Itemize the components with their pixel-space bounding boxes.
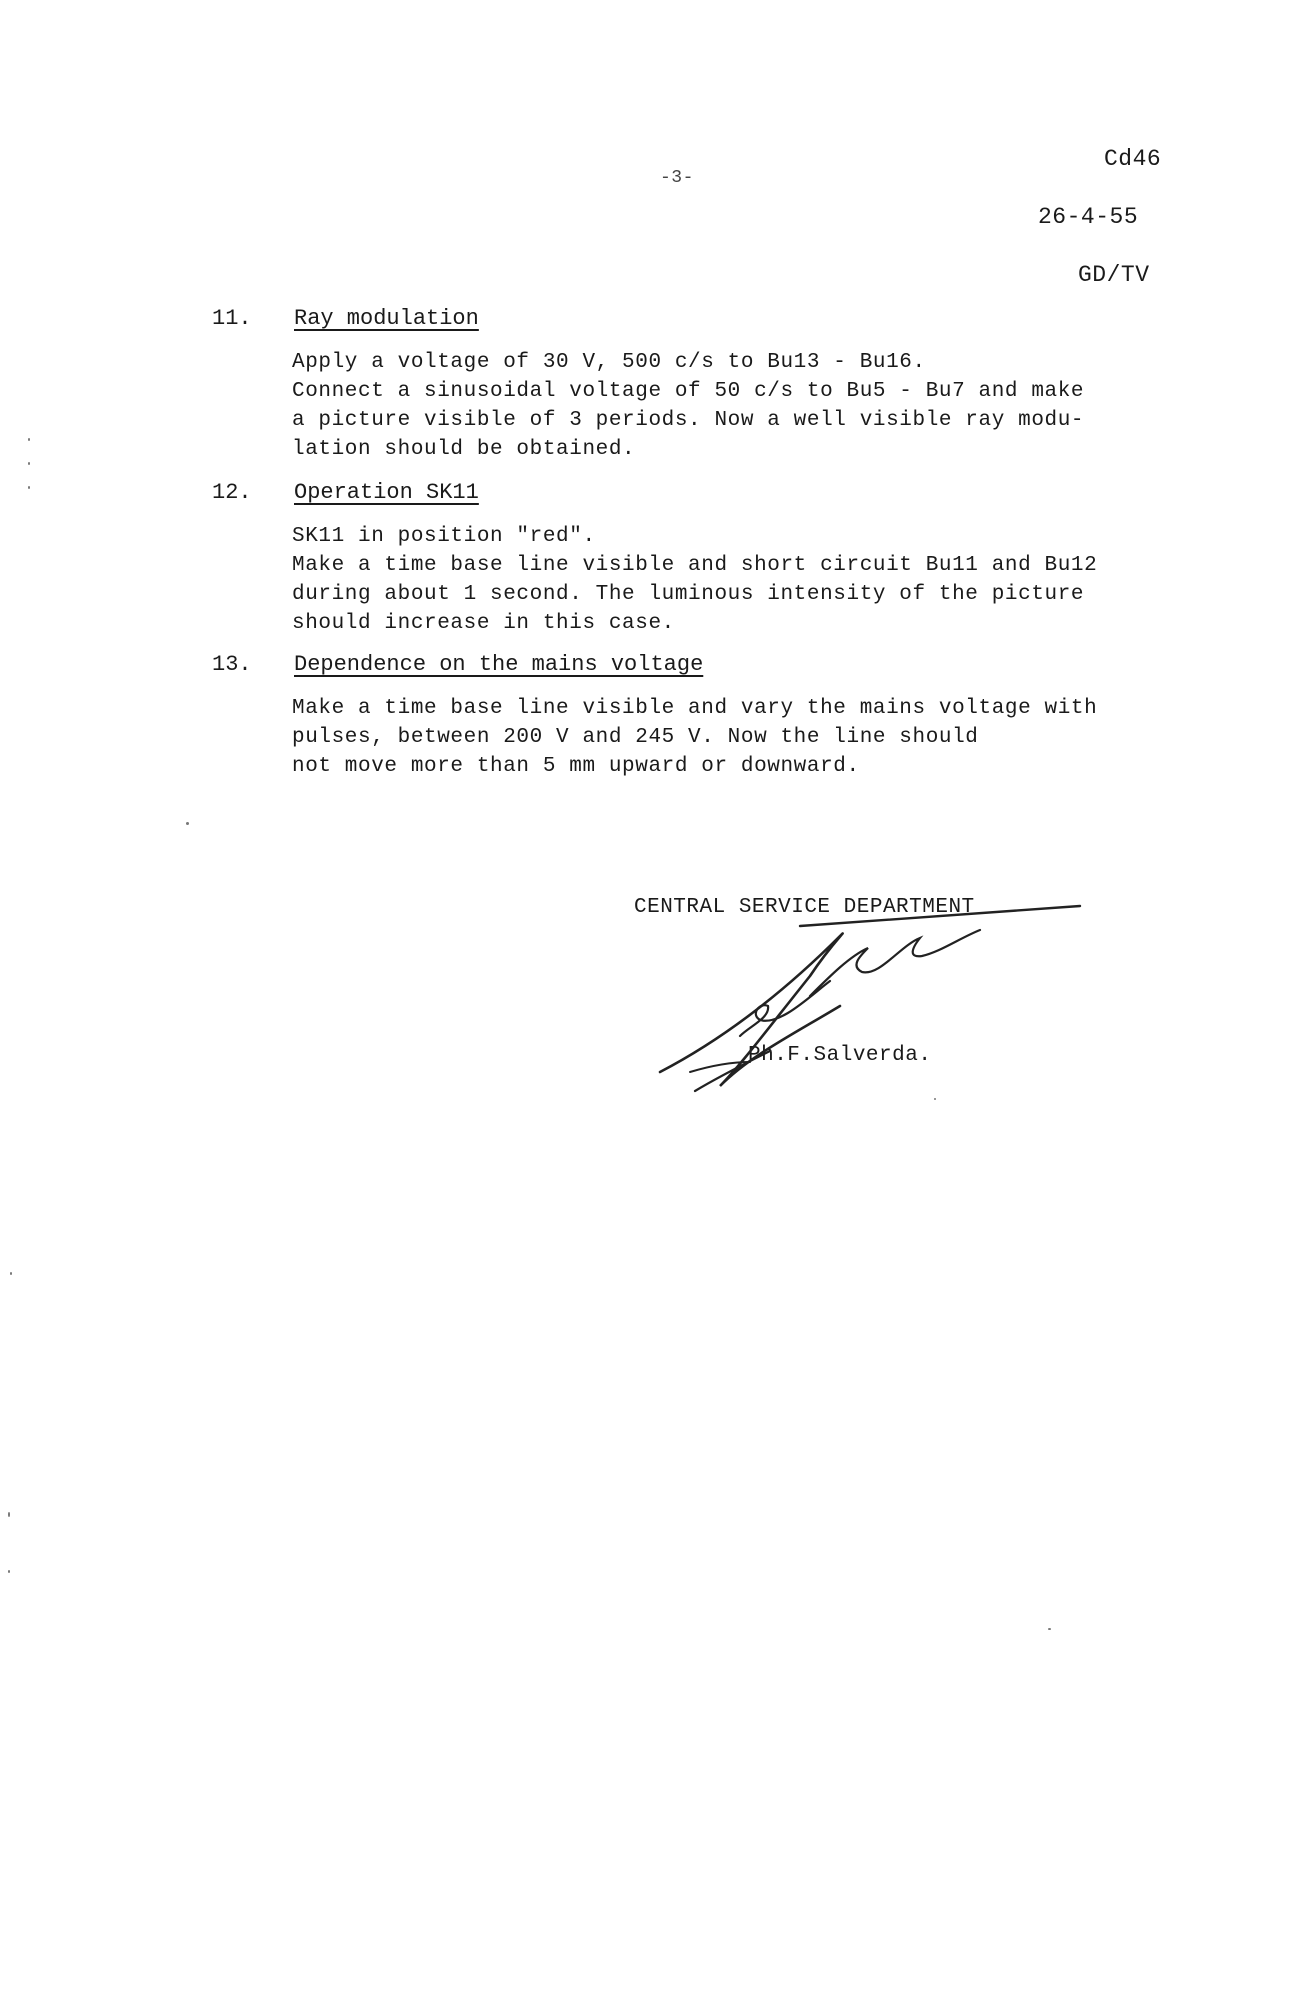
- document-reference: GD/TV: [1078, 262, 1150, 288]
- section-title: Dependence on the mains voltage: [294, 652, 704, 677]
- handwritten-signature: [600, 886, 1100, 1126]
- section-number: 12.: [212, 480, 252, 505]
- department-name: CENTRAL SERVICE DEPARTMENT: [634, 896, 975, 919]
- section-heading: [212, 306, 1222, 338]
- section-title: Operation SK11: [294, 480, 479, 505]
- scan-speck: [8, 1570, 10, 1573]
- scan-speck: [186, 822, 189, 825]
- section-ray-modulation: [212, 306, 1222, 464]
- section-mains-voltage: [212, 652, 1222, 781]
- section-body: Apply a voltage of 30 V, 500 c/s to Bu13 - Bu16. Connect a sinusoidal voltage of 50 c/s to Bu5 - Bu7 and make a picture visible of 3 periods. Now a well visible ray modu- lation should be obtained.: [292, 351, 1085, 461]
- document-code: Cd46: [1104, 146, 1162, 172]
- scan-speck: [10, 1272, 12, 1275]
- signer-name: Ph.F.Salverda.: [748, 1044, 932, 1067]
- section-body: Make a time base line visible and vary the mains voltage with pulses, between 200 V and 245 V. Now the line should not move more than 5 mm upward or downward.: [292, 697, 1098, 778]
- section-number: 13.: [212, 652, 252, 677]
- section-heading: [212, 652, 1222, 684]
- section-number: 11.: [212, 306, 252, 331]
- section-heading: [212, 480, 1222, 512]
- scan-speck: [28, 486, 30, 489]
- page-number: -3-: [660, 168, 694, 188]
- section-title: Ray modulation: [294, 306, 479, 331]
- section-operation-sk11: [212, 480, 1222, 638]
- scan-speck: [8, 1512, 10, 1517]
- scan-speck: [28, 438, 30, 441]
- document-date: 26-4-55: [1038, 204, 1139, 230]
- section-body: SK11 in position "red". Make a time base line visible and short circuit Bu11 and Bu12 during about 1 second. The luminous intensity of the picture should increase in this case.: [292, 525, 1098, 635]
- scan-speck: [934, 1098, 936, 1100]
- scan-speck: [28, 462, 30, 465]
- scan-speck: [1048, 1628, 1051, 1630]
- signature-block: [630, 896, 1090, 1126]
